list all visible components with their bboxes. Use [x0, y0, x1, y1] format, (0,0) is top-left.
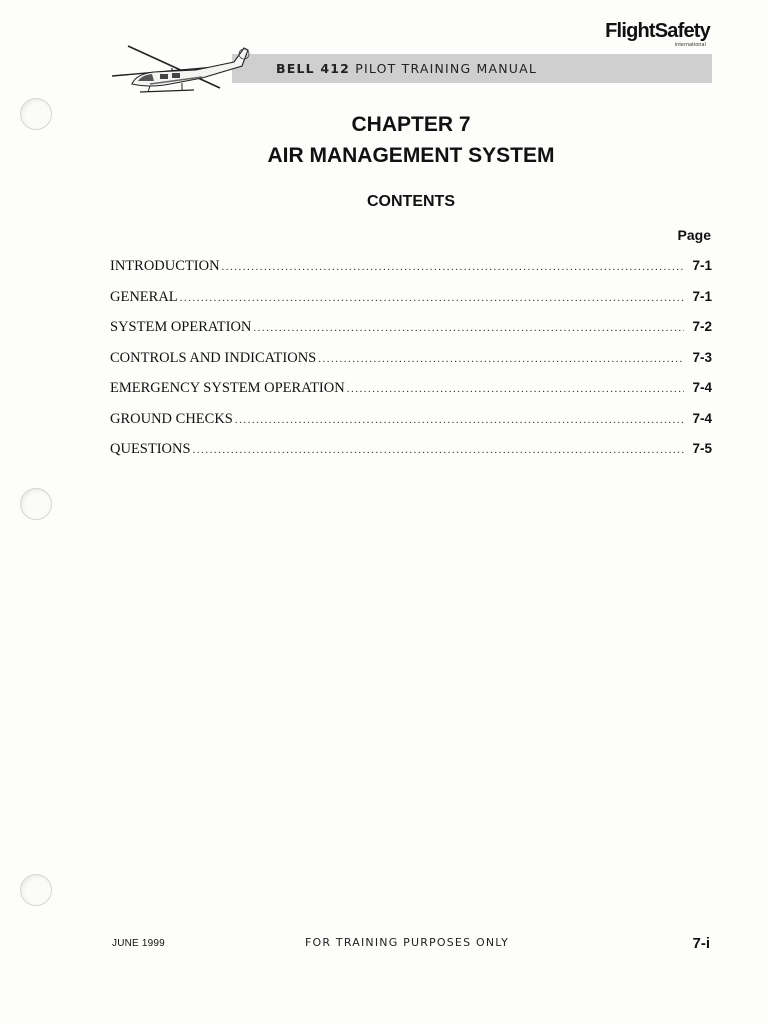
page-column-heading: Page: [677, 227, 711, 243]
toc-entry-introduction[interactable]: [110, 256, 712, 287]
brand-sub: international: [674, 42, 706, 48]
toc-entry-page: 7-3: [692, 349, 712, 365]
manual-model: BELL 412: [276, 61, 351, 76]
toc-dot-leader: [193, 440, 684, 460]
toc-entry-title: GROUND CHECKS: [110, 410, 233, 427]
toc-entry-page: 7-1: [692, 288, 712, 304]
toc-dot-leader: [318, 349, 684, 369]
toc-entry-title: QUESTIONS: [110, 441, 191, 457]
toc-entry-title: CONTROLS AND INDICATIONS: [110, 349, 317, 366]
footer-notice: FOR TRAINING PURPOSES ONLY: [305, 936, 510, 949]
binder-hole-icon: [20, 488, 52, 520]
chapter-title: CHAPTER 7: [351, 113, 471, 136]
toc-entry-title: INTRODUCTION: [110, 258, 220, 274]
toc-entry-page: 7-2: [692, 319, 712, 334]
flightsafety-logo: [605, 20, 710, 48]
footer-date: JUNE 1999: [112, 938, 165, 949]
toc-entry-system-operation[interactable]: [110, 317, 712, 348]
toc-entry-ground-checks[interactable]: [110, 409, 712, 440]
brand-name: FlightSafety: [605, 20, 710, 42]
table-of-contents: [110, 256, 712, 470]
contents-heading: CONTENTS: [367, 193, 455, 210]
manual-header-banner: [232, 54, 712, 83]
toc-entry-page: 7-4: [692, 380, 712, 395]
toc-dot-leader: [253, 318, 684, 338]
toc-dot-leader: [222, 257, 684, 277]
toc-entry-page: 7-4: [692, 410, 712, 426]
manual-title: PILOT TRAINING MANUAL: [355, 61, 538, 76]
toc-entry-title: EMERGENCY SYSTEM OPERATION: [110, 380, 345, 396]
footer-page-number: 7-i: [692, 935, 710, 952]
manual-banner-text: [276, 61, 537, 76]
toc-entry-questions[interactable]: [110, 439, 712, 470]
binder-hole-icon: [20, 874, 52, 906]
toc-entry-controls-and-indications[interactable]: [110, 348, 712, 379]
chapter-subtitle: AIR MANAGEMENT SYSTEM: [267, 144, 555, 167]
helicopter-icon: [110, 40, 260, 96]
toc-entry-general[interactable]: [110, 287, 712, 318]
toc-dot-leader: [347, 379, 684, 399]
toc-entry-page: 7-1: [692, 258, 712, 273]
toc-entry-title: GENERAL: [110, 288, 178, 305]
toc-entry-emergency-system-operation[interactable]: [110, 378, 712, 409]
toc-entry-page: 7-5: [692, 441, 712, 456]
toc-dot-leader: [180, 288, 684, 308]
toc-entry-title: SYSTEM OPERATION: [110, 319, 252, 335]
toc-dot-leader: [235, 410, 684, 430]
